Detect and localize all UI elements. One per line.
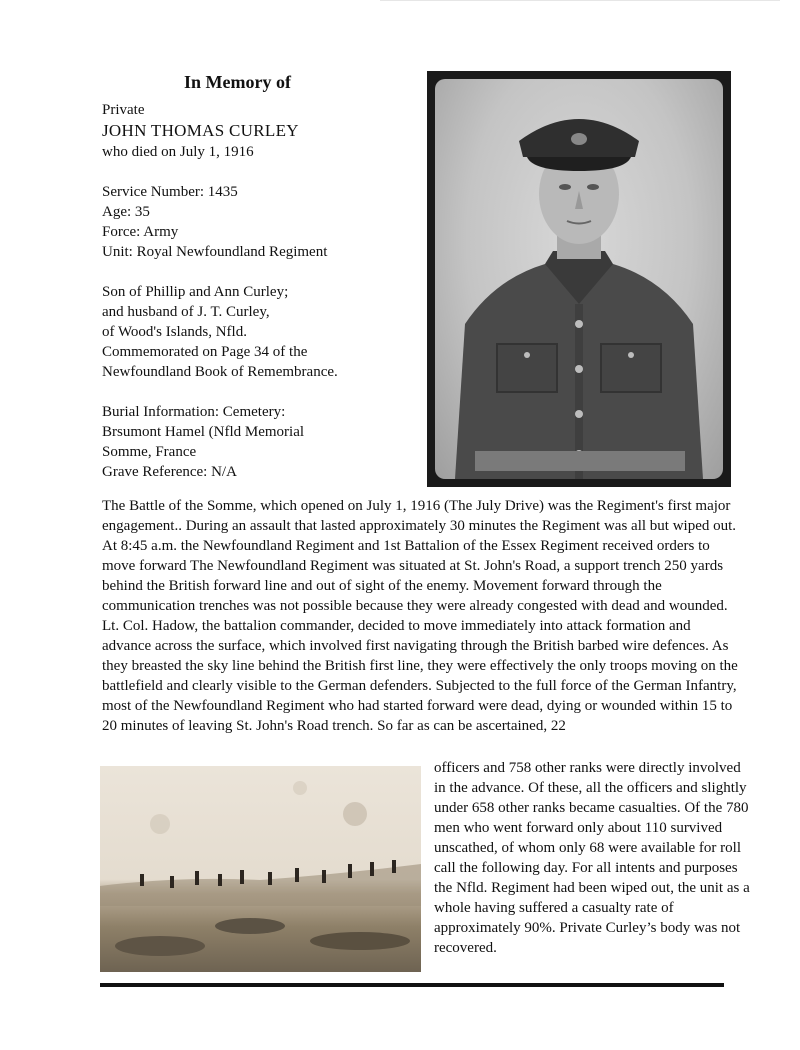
battle-account	[102, 496, 742, 736]
portrait-image	[435, 79, 723, 479]
unit: Unit: Royal Newfoundland Regiment	[102, 244, 328, 260]
battlefield-image	[100, 766, 421, 972]
death-date: who died on July 1, 1916	[102, 144, 254, 160]
top-divider	[380, 0, 780, 1]
burial-line: Brsumont Hamel (Nfld Memorial	[102, 424, 305, 440]
service-number: Service Number: 1435	[102, 184, 238, 200]
family-line: Newfoundland Book of Remembrance.	[102, 364, 338, 380]
age: Age: 35	[102, 204, 150, 220]
burial-line: Burial Information: Cemetery:	[102, 404, 286, 420]
battle-paragraph-top: The Battle of the Somme, which opened on July 1, 1916 (The July Drive) was the Regiment's first major engagement.. During an assault that lasted approximately 30 minutes the Regiment was all but wiped out. At 8:45 a.m. the Newfoundland Regiment and 1st Battalion of the Essex Regiment received orders to move forward The Newfoundland Regiment was situated at St. John's Road, a support trench 250 yards behind the British forward line and out of sight of the enemy. Movement forward through the communication trenches was not possible because they were already congested with dead and wounded. Lt. Col. Hadow, the battalion commander, decided to move immediately into attack formation and advance across the surface, which involved first navigating through the British barbed wire defences. As they breasted the sky line behind the British first line, they were effectively the only troops moving on the battlefield and clearly visible to the German defenders. Subjected to the full force of the German Infantry, most of the Newfoundland Regiment who had started forward were dead, dying or wounded within 15 to 20 minutes of leaving St. John's Road trench. So far as can be ascertained, 22	[102, 498, 738, 734]
rank: Private	[102, 102, 145, 118]
family-line: of Wood's Islands, Nfld.	[102, 324, 247, 340]
grave-reference: Grave Reference: N/A	[102, 464, 237, 480]
family-line: Son of Phillip and Ann Curley;	[102, 284, 289, 300]
family-line: and husband of J. T. Curley,	[102, 304, 270, 320]
soldier-name: JOHN THOMAS CURLEY	[102, 121, 299, 140]
family-line: Commemorated on Page 34 of the	[102, 344, 308, 360]
battle-paragraph-right: officers and 758 other ranks were directly involved in the advance. Of these, all the officers and slightly under 658 other ranks became casualties. Of the 780 men who went forward only about 110 survived unscathed, of whom only 68 were available for roll call the following day. For all intents and purposes the Nfld. Regiment had been wiped out, the unit as a whole having suffered a casualty rate of approximately 90%. Private Curley’s body was not recovered.	[434, 760, 750, 956]
bottom-rule	[100, 983, 724, 987]
soldier-portrait	[427, 71, 731, 487]
soldier-info	[102, 100, 422, 482]
memorial-title: In Memory of	[184, 72, 291, 92]
burial-line: Somme, France	[102, 444, 197, 460]
force: Force: Army	[102, 224, 179, 240]
battlefield-photo	[100, 766, 421, 972]
